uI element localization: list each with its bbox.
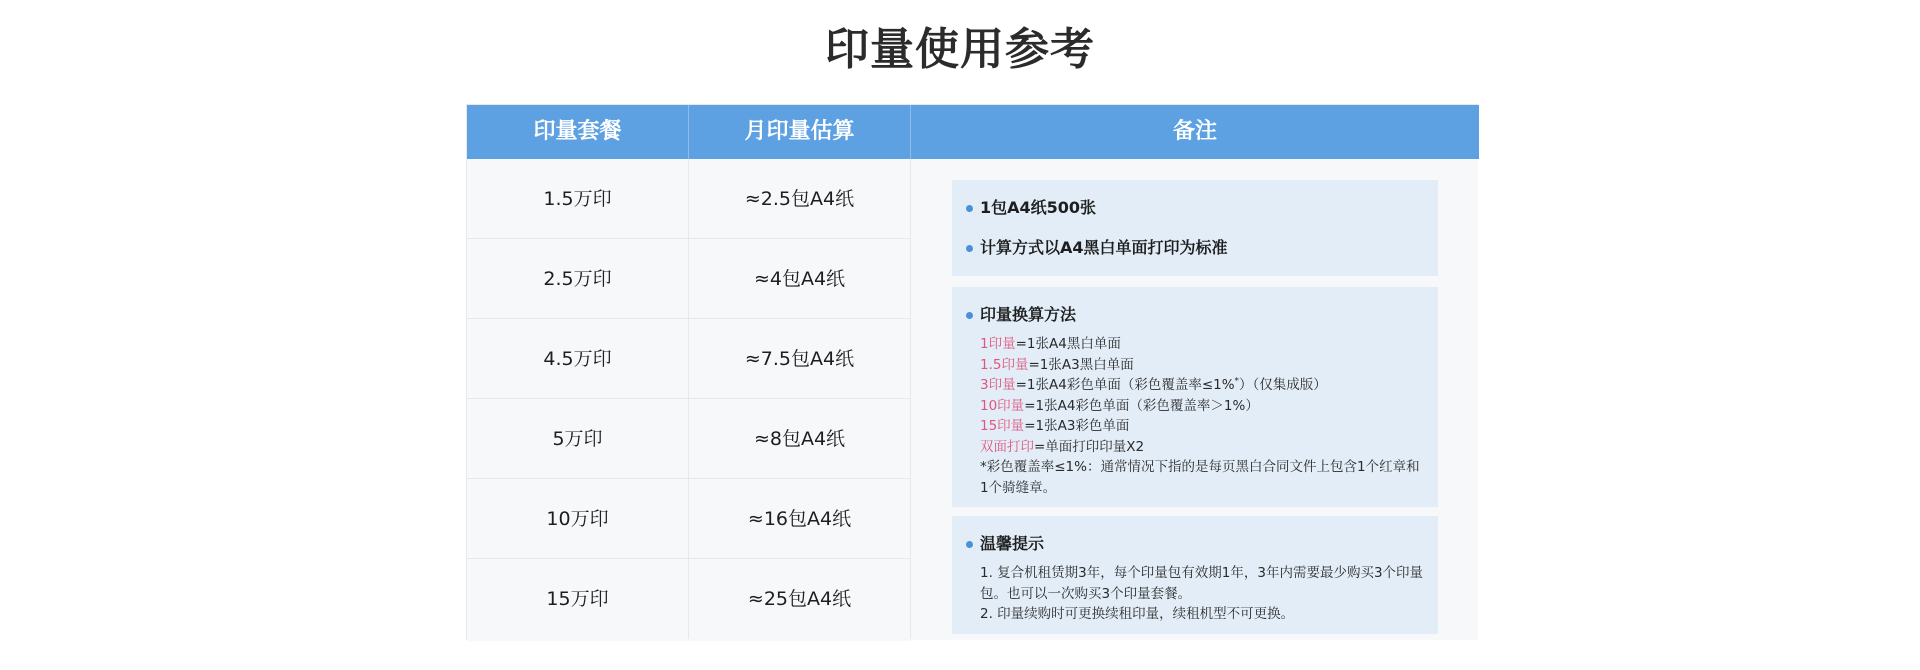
table-header	[467, 105, 1479, 159]
table-body	[467, 159, 1479, 641]
conversion-text: =1张A4彩色单面（彩色覆盖率＞1%）	[1024, 397, 1259, 414]
conversion-item	[980, 334, 1428, 355]
page-title: 印量使用参考	[825, 24, 1095, 75]
conversion-key: 15印量	[980, 418, 1025, 434]
package-cell: 5万印	[467, 399, 689, 479]
package-cell: 4.5万印	[467, 319, 689, 399]
table-row	[467, 479, 911, 559]
conversion-text-tail: ）（仅集成版）	[1239, 377, 1327, 393]
conversion-text: =单面打印印量X2	[1034, 438, 1145, 455]
note-conversion	[952, 287, 1438, 507]
print-volume-table	[466, 104, 1478, 640]
notes-column	[911, 159, 1478, 640]
conversion-text: =1张A4彩色单面（彩色覆盖率≤1%	[1015, 377, 1235, 393]
table-row	[467, 319, 911, 399]
note-basic	[952, 180, 1438, 276]
estimate-cell: ≈7.5包A4纸	[689, 319, 911, 399]
conversion-key: 3印量	[980, 377, 1016, 393]
conversion-key: 1.5印量	[980, 356, 1029, 373]
conversion-text: =1张A3彩色单面	[1024, 418, 1130, 434]
conversion-footnote: *彩色覆盖率≤1%：通常情况下指的是每页黑白合同文件上包含1个红章和1个骑缝章。	[980, 459, 1420, 496]
conversion-list	[966, 334, 1438, 498]
tips-heading: 温馨提示	[966, 533, 1438, 555]
conversion-key: 1印量	[980, 336, 1016, 352]
package-rows	[467, 159, 911, 641]
conversion-key: 双面打印	[980, 438, 1034, 455]
package-cell: 1.5万印	[467, 159, 689, 239]
estimate-cell: ≈25包A4纸	[689, 559, 911, 639]
note-tips	[952, 516, 1438, 634]
estimate-cell: ≈16包A4纸	[689, 479, 911, 559]
table-row	[467, 159, 911, 239]
conversion-item	[980, 416, 1428, 437]
conversion-key: 10印量	[980, 397, 1025, 414]
tips-item: 1. 复合机租赁期3年，每个印量包有效期1年，3年内需要最少购买3个印量包。也可以一次购买3个印量套餐。	[980, 565, 1424, 602]
conversion-item	[980, 355, 1428, 376]
conversion-text: =1张A4黑白单面	[1015, 336, 1121, 352]
footnote-marker: *	[1234, 376, 1240, 387]
note-basic-item: 计算方式以A4黑白单面打印为标准	[966, 237, 1438, 259]
header-notes: 备注	[1172, 119, 1217, 144]
estimate-cell: ≈2.5包A4纸	[689, 159, 911, 239]
package-cell: 15万印	[467, 559, 689, 639]
header-package: 印量套餐	[467, 105, 689, 159]
package-cell: 2.5万印	[467, 239, 689, 319]
estimate-cell: ≈8包A4纸	[689, 399, 911, 479]
conversion-item	[980, 375, 1428, 396]
tips-list	[966, 563, 1438, 625]
table-row	[467, 399, 911, 479]
header-estimate: 月印量估算	[689, 105, 911, 159]
conversion-heading: 印量换算方法	[966, 304, 1438, 326]
tips-item: 2. 印量续购时可更换续租印量，续租机型不可更换。	[980, 606, 1295, 622]
conversion-item	[980, 396, 1428, 417]
conversion-item	[980, 437, 1428, 458]
table-row	[467, 239, 911, 319]
estimate-cell: ≈4包A4纸	[689, 239, 911, 319]
conversion-text: =1张A3黑白单面	[1028, 356, 1134, 373]
note-basic-item: 1包A4纸500张	[966, 197, 1438, 219]
table-row	[467, 559, 911, 641]
package-cell: 10万印	[467, 479, 689, 559]
